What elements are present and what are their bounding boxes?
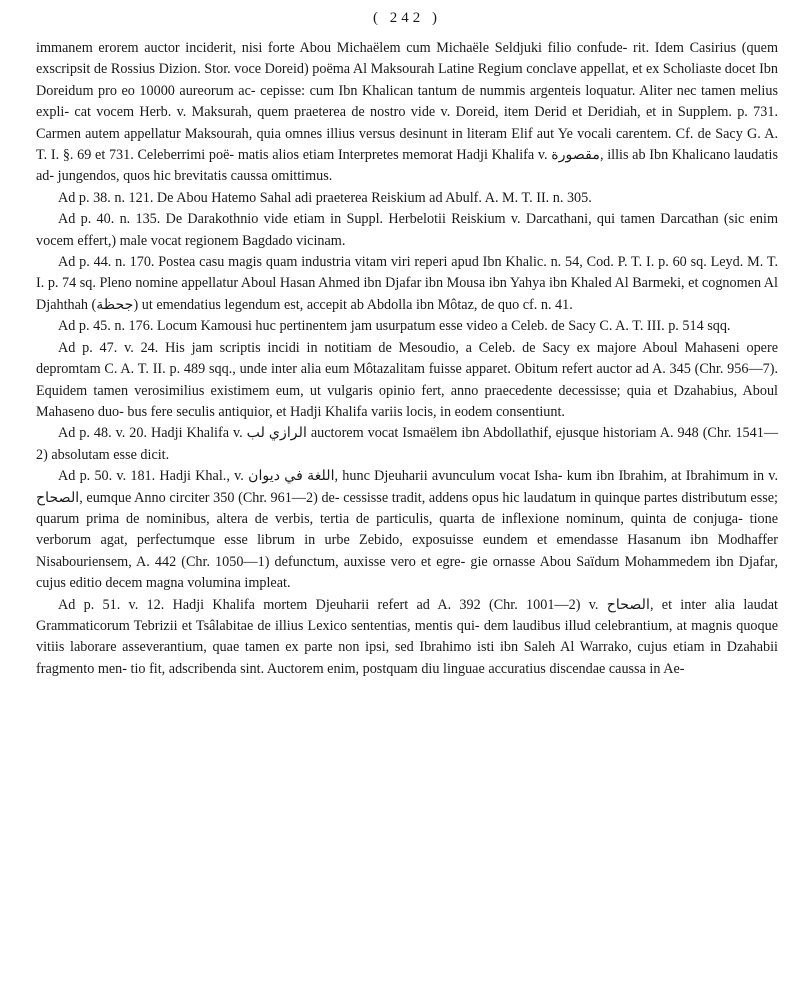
paragraph: immanem erorem auctor inciderit, nisi forte Abou Michaëlem cum Michaële Seldjuki filio confude- rit. Idem Casirius (quem exscripsit de Rossius Dizion. Stor. voce Doreid) poëma Al Maksourah Latine Regium conclave appellat, et ex Scholiaste docet Ibn Doreidum pro eo 10000 aureorum ac- cepisse: cum Ibn Khalican tantum de nummis argenteis loquatur. Aliter nec tamen melius expli- cat vocem Herb. v. Maksurah, quem praeterea de nostro vide v. Doreid, item Derid et Deridiah, et in Supplem. p. 731. Carmen autem appellatur Maksourah, quia omnes illius versus desinunt in literam Elif aut Ye vocali carentem. Cf. de Sacy G. A. T. I. §. 69 et 731. Celeberrimi poë- matis alios etiam Interpretes memorat Hadji Khalifa v. مقصورة, illis ab Ibn Khalicano laudatis ad- jungendos, quos hic brevitatis caussa omittimus. [36, 40, 778, 185]
paragraph: Ad p. 50. v. 181. Hadji Khal., v. اللغة في ديوان, hunc Djeuharii avunculum vocat Isha- kum ibn Ibrahim, at Ibrahimum in v. الصحاح, eumque Anno circiter 350 (Chr. 961—2) de- cessisse tradit, addens opus hic laudatum in quinque partes distributum esse; quarum prima de nominibus, altera de verbis, tertia de particulis, quarta de inflexione nominum, quinta de conjuga- tione verborum agat, perfectumque esse librum in urbe Zebido, exposuisse eundem et emendasse Hasanum ibn Modhaffer Nisabouriensem, A. 442 (Chr. 1050—1) defunctum, auxisse vero et egre- gie ornasse Abou Saïdum Mohammedem ibn Djafar, cujus editio decem magna volumina impleat. [36, 468, 779, 592]
paragraph: Ad p. 45. n. 176. Locum Kamousi huc pertinentem jam usurpatum esse video a Celeb. de Sacy C. A. T. III. p. 514 sqq. [58, 318, 731, 335]
paragraph: Ad p. 47. v. 24. His jam scriptis incidi in notitiam de Mesoudio, a Celeb. de Sacy ex majore Aboul Mahaseni opere depromtam C. A. T. II. p. 489 sqq., unde inter alia eum Môtazalitam fuisse apparet. Obitum refert auctor ad A. 345 (Chr. 956—7). Equidem tamen verosimilius existimem eum, ut vulgaris opinio fert, anno praecedente decessisse; quia et Dzahabius, Aboul Mahaseno duo- bus fere seculis antiquior, et Hadji Khalifa variis locis, in eodem consentiunt. [36, 339, 778, 420]
page-number: ( 242 ) [373, 10, 441, 26]
paragraph: Ad p. 40. n. 135. De Darakothnio vide etiam in Suppl. Herbelotii Reiskium v. Darcathani, qui tamen Darcathan (sic enim vocem effert,) male vocat regionem Bagdado vicinam. [36, 211, 778, 249]
paragraph: Ad p. 44. n. 170. Postea casu magis quam industria vitam viri reperi apud Ibn Khalic. n. 54, Cod. P. T. I. p. 60 sq. Leyd. M. T. I. p. 74 sq. Pleno nomine appellatur Aboul Hasan Ahmed ibn Djafar ibn Mousa ibn Yahya ibn Khaled Al Barmeki, et cognomen Al Djahthah (جحظة) ut emendatius legendum est, accepit ab Abdolla ibn Môtaz, de quo cf. n. 41. [36, 254, 778, 313]
page-body [36, 38, 778, 680]
paragraph: Ad p. 48. v. 20. Hadji Khalifa v. الرازي لب auctorem vocat Ismaëlem ibn Abdollathif, ejusque historiam A. 948 (Chr. 1541—2) absolutam esse dicit. [36, 425, 779, 463]
paragraph: Ad p. 38. n. 121. De Abou Hatemo Sahal adi praeterea Reiskium ad Abulf. A. M. T. II. n. 305. [58, 189, 592, 206]
paragraph: Ad p. 51. v. 12. Hadji Khalifa mortem Djeuharii refert ad A. 392 (Chr. 1001—2) v. الصحاح, et inter alia laudat Grammaticorum Tebrizii et Tsâlabitae de illius Lexico sententias, mentis qui- dem laudibus illud celebrantium, at magnis quoque vitiis laborare asseverantium, quae tamen ex parte non ipsi, sed Ibrahimo isti ibn Saleh Al Warrako, cujus etiam in Dzahabii fragmento men- tio fit, adscribenda sint. Auctorem enim, postquam diu linguae accuratius discendae caussa in Ae- [36, 596, 778, 677]
